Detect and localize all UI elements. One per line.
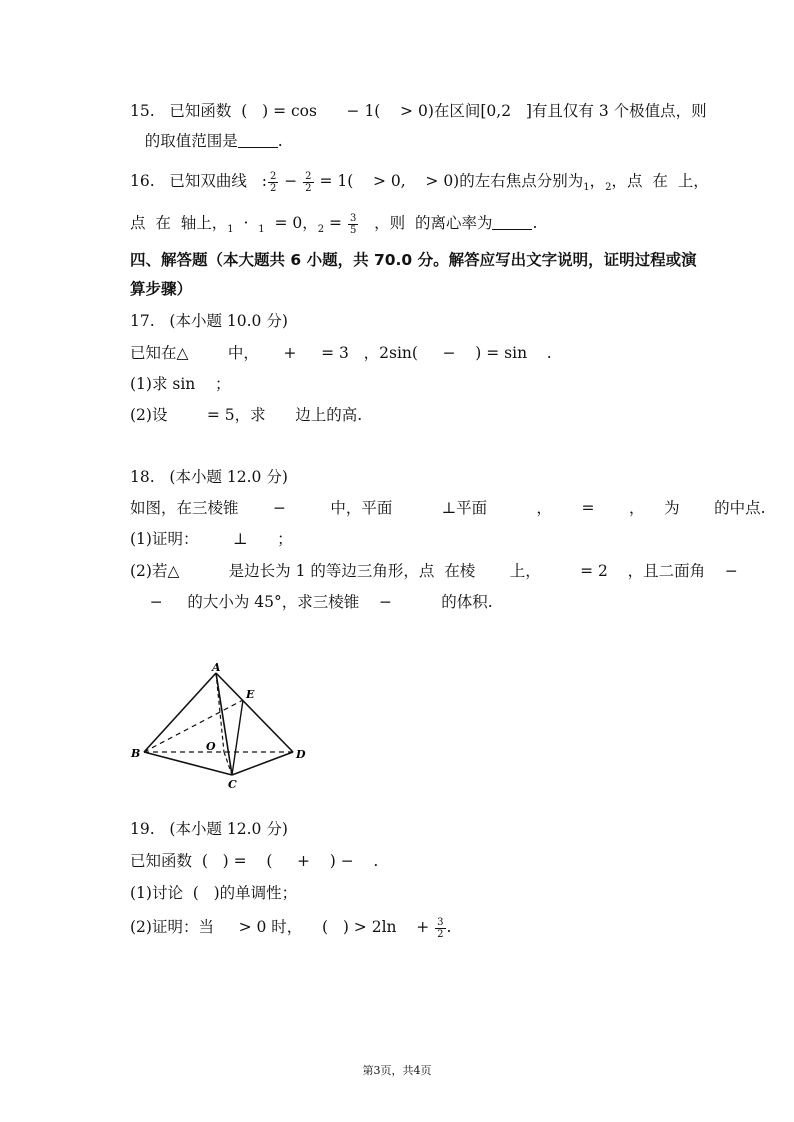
edge-BC	[144, 752, 232, 775]
q15-line2-end: .	[277, 132, 283, 150]
subscript: 1	[227, 224, 234, 235]
q16-frac2	[303, 171, 313, 194]
edge-BE	[144, 700, 243, 752]
subscript: 1	[583, 182, 590, 193]
subscript: 2	[605, 182, 612, 193]
subscript: 2	[317, 224, 325, 235]
q16-line2	[130, 212, 537, 241]
q19-part1: (1)讨论 ( )的单调性；	[130, 884, 298, 902]
page-footer: 第3页，共4页	[362, 1064, 432, 1077]
q19-line1: 已知函数 ( ) = ( + ) − .	[130, 852, 379, 870]
q18-part2a: (2)若△ 是边长为 1 的等边三角形，点 在棱 上， = 2 ，且二面角 −	[130, 562, 738, 580]
q19-part2-text: (2)证明：当 > 0 时， ( ) > 2ln +	[130, 918, 435, 936]
frac-numerator: 3	[349, 212, 357, 224]
q18-part2b: − 的大小为 45°，求三棱锥 − 的体积.	[130, 593, 493, 611]
edge-CD	[232, 752, 293, 775]
q16-minus: −	[279, 172, 303, 190]
q17-line1: 已知在△ 中， + = 3 ，2sin( − ) = sin .	[130, 344, 552, 362]
frac-numerator: 2	[305, 170, 312, 182]
q16-dot: ·	[233, 214, 259, 232]
edge-AD	[216, 673, 293, 752]
answer-blank	[238, 133, 278, 148]
answer-blank	[492, 215, 532, 230]
q16-frac3	[348, 213, 358, 236]
q19-title: 19. (本小题 12.0 分)	[130, 820, 288, 838]
q18-part1: (1)证明： ⊥ ；	[130, 530, 293, 548]
q16-text-d: 点 在 轴上，	[130, 214, 228, 232]
q18-line1: 如图，在三棱锥 − 中，平面 ⊥平面 ， = ， 为 的中点.	[130, 499, 766, 517]
q16-text-a: 16. 已知双曲线 :	[130, 172, 267, 190]
q16-text-e: = 0，	[264, 214, 318, 232]
frac-denominator: 2	[269, 182, 277, 194]
frac-denominator: 2	[305, 182, 312, 194]
q15-line1: 15. 已知函数 ( ) = cos − 1( > 0)在区间[0,2 ]有且仅有 3 个极值点，则	[130, 102, 707, 120]
q16-line1	[130, 170, 709, 199]
q19-frac	[435, 917, 445, 940]
label-E: E	[246, 688, 255, 701]
edge-EC	[232, 700, 243, 775]
q16-comma: ，	[589, 172, 606, 190]
q19-part2	[130, 916, 451, 940]
q18-title: 18. (本小题 12.0 分)	[130, 468, 288, 486]
frac-numerator: 3	[437, 916, 444, 928]
edge-AC	[216, 673, 232, 775]
pyramid-figure	[128, 662, 308, 792]
q16-text-b: = 1( > 0, > 0)的左右焦点分别为	[314, 172, 584, 190]
section4-heading-line2: 算步骤）	[130, 280, 193, 298]
q16-frac1	[268, 171, 278, 194]
q16-text-g: ，则 的离心率为	[359, 214, 493, 232]
q15-line2	[130, 130, 283, 152]
frac-denominator: 5	[349, 224, 357, 236]
q17-title: 17. (本小题 10.0 分)	[130, 312, 288, 330]
label-A: A	[212, 662, 221, 674]
subscript: 1	[258, 224, 265, 235]
section4-heading-line1: 四、解答题（本大题共 6 小题，共 70.0 分。解答应写出文字说明，证明过程或演	[130, 251, 697, 269]
frac-numerator: 2	[269, 170, 277, 182]
q17-part1: (1)求 sin ；	[130, 375, 231, 393]
q16-text-c: ，点 在 上，	[611, 172, 709, 190]
q16-text-f: =	[324, 214, 347, 232]
q19-part2-end: .	[446, 918, 452, 936]
label-O: O	[206, 740, 216, 753]
label-D: D	[296, 748, 306, 761]
label-B: B	[131, 747, 141, 760]
q16-line2-end: .	[532, 214, 538, 232]
q15-line2-text: 的取值范围是	[130, 132, 238, 150]
frac-denominator: 2	[437, 928, 444, 940]
q17-part2: (2)设 = 5，求 边上的高.	[130, 406, 363, 424]
label-C: C	[228, 778, 237, 791]
